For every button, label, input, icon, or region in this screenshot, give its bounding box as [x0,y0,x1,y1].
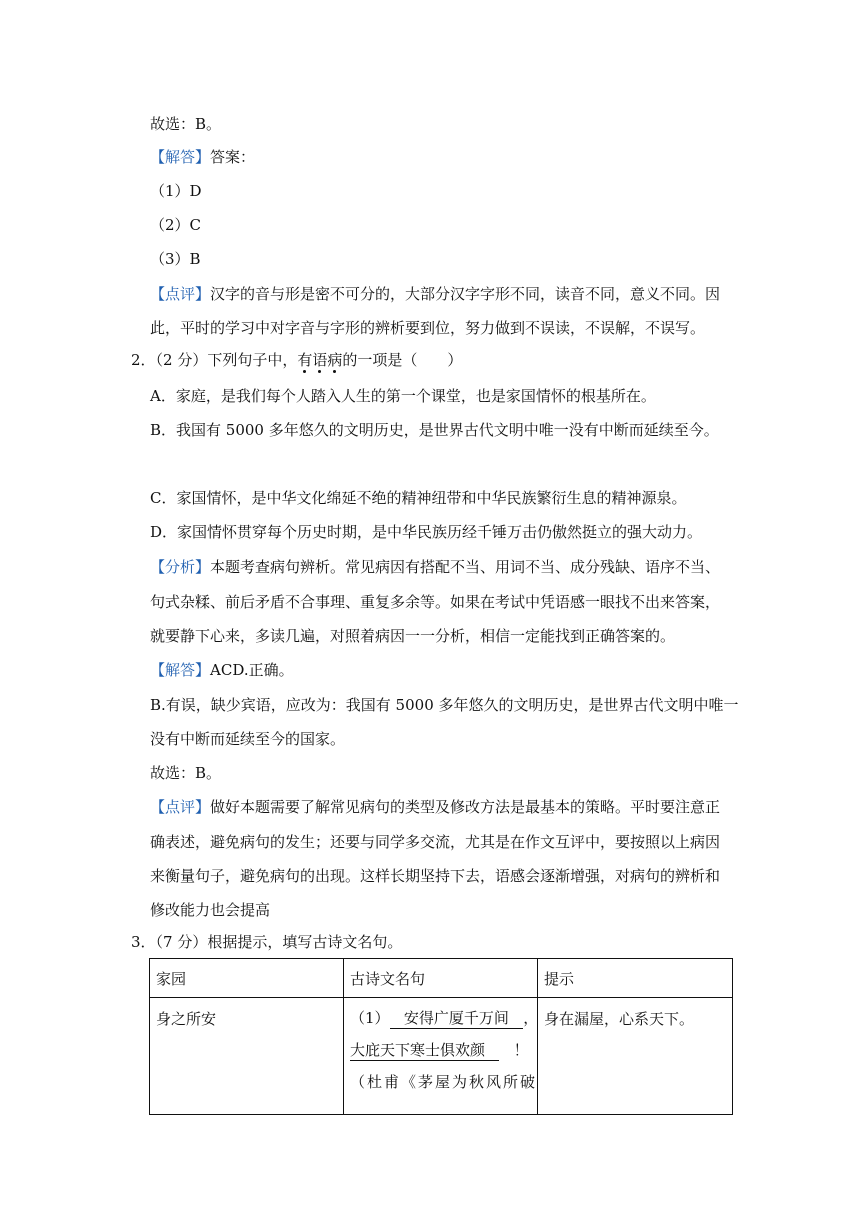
analysis-text: 本题考查病句辨析。常见病因有搭配不当、用词不当、成分残缺、语序不当、 [210,558,721,576]
q2-analysis-line: 就要静下心来，多读几遍，对照着病因一一分析，相信一定能找到正确答案的。 [150,627,676,645]
answer-text: ACD.正确。 [210,661,294,679]
table-header-cell: 古诗文名句 [344,959,538,998]
q2-stem [131,350,462,370]
q2-choice: 故选：B。 [150,764,222,782]
q2-comment-line: 确表述，避免病句的发生；还要与同学多交流，尤其是在作文互评中，要按照以上病因 [150,833,721,851]
table-header-cell: 提示 [538,959,733,998]
q2-stem-prefix: 2．（2 分）下列句子中， [131,351,298,369]
answer-text: 答案： [210,148,256,166]
emphasis-char: 语 [312,351,328,369]
table-header-row [150,959,733,998]
table-row [150,998,733,1115]
table-header-cell: 家园 [150,959,344,998]
comment-tag: 【点评】 [150,285,211,303]
comment-text: 汉字的音与形是密不可分的，大部分汉字字形不同，读音不同，意义不同。因 [210,285,721,303]
verse-line [350,1008,539,1028]
q2-option-a: A．家庭，是我们每个人踏入人生的第一个课堂，也是家国情怀的根基所在。 [150,387,656,405]
poem-table [149,958,733,1115]
emphasis-char: 有 [297,351,313,369]
q2-answer-line: 没有中断而延续至今的国家。 [150,730,346,748]
answer-blank: 大庇天下寒士俱欢颜 [350,1041,499,1061]
verse-source: （杜甫《茅屋为秋风所破 [350,1073,538,1091]
answer-tag: 【解答】 [150,661,211,679]
table-cell-verse [344,998,538,1115]
q1-answer-item: （3）B [150,250,201,268]
comment-text: 做好本题需要了解常见病句的类型及修改方法是最基本的策略。平时要注意正 [210,798,721,816]
q2-analysis-line: 句式杂糅、前后矛盾不合事理、重复多余等。如果在考试中凭语感一眼找不出来答案， [150,593,721,611]
q2-analysis-line [150,557,720,577]
verse-punct: ！ [513,1041,529,1059]
q2-comment-line [150,797,720,817]
comment-tag: 【点评】 [150,798,211,816]
q2-stem-suffix: 的一项是（ ） [342,351,463,369]
verse-line [350,1040,531,1060]
q1-answer-line [150,147,255,167]
q2-option-b: B．我国有 5000 多年悠久的文明历史，是世界古代文明中唯一没有中断而延续至今。 [150,421,719,439]
q2-option-d: D．家国情怀贯穿每个历史时期，是中华民族历经千锤万击仍傲然挺立的强大动力。 [150,523,703,541]
q1-answer-item: （2）C [150,216,202,234]
q1-answer-item: （1）D [150,182,202,200]
q2-comment-line: 修改能力也会提高 [150,901,271,919]
table-cell-hint: 身在漏屋，心系天下。 [538,998,733,1115]
table-cell-category: 身之所安 [150,998,344,1115]
q2-answer-line [150,660,294,680]
emphasis-char: 病 [327,351,343,369]
q1-comment-line [150,284,720,304]
verse-number: （1） [350,1009,390,1027]
analysis-tag: 【分析】 [150,558,211,576]
answer-tag: 【解答】 [150,148,211,166]
q2-option-c: C．家国情怀，是中华文化绵延不绝的精神纽带和中华民族繁衍生息的精神源泉。 [150,489,687,507]
q1-choice: 故选：B。 [150,115,222,133]
q1-comment-line: 此，平时的学习中对字音与字形的辨析要到位，努力做到不误读，不误解，不误写。 [150,319,706,337]
q2-comment-line: 来衡量句子，避免病句的出现。这样长期坚持下去，语感会逐渐增强，对病句的辨析和 [150,867,721,885]
q3-stem: 3．（7 分）根据提示，填写古诗文名句。 [131,933,403,951]
q2-answer-line: B.有误，缺少宾语，应改为：我国有 5000 多年悠久的文明历史，是世界古代文明中唯一 [150,696,739,714]
answer-blank: 安得广厦千万间 [390,1009,524,1029]
verse-punct: ， [523,1009,539,1027]
